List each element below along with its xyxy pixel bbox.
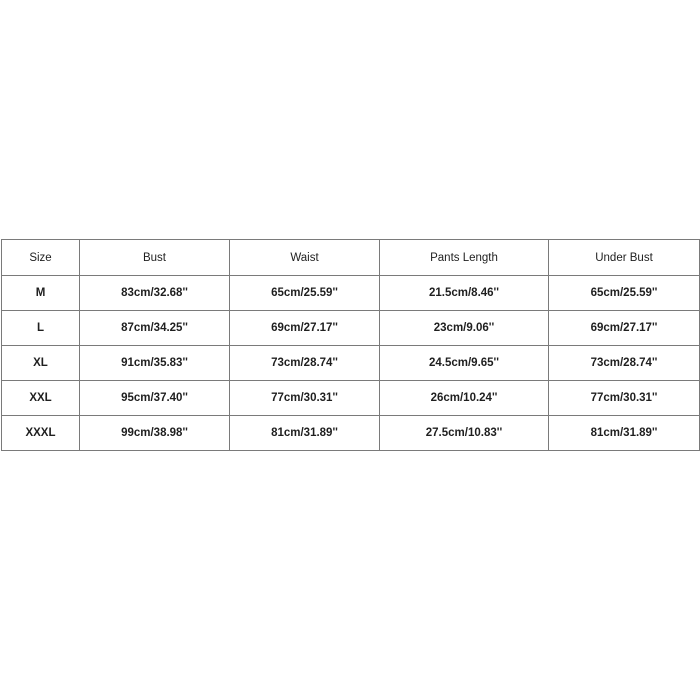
cell-size: XL [2, 346, 80, 381]
table-row [2, 311, 700, 346]
cell-pants-length: 26cm/10.24'' [380, 381, 549, 416]
cell-under-bust: 73cm/28.74'' [549, 346, 700, 381]
header-bust: Bust [80, 240, 230, 276]
cell-pants-length: 27.5cm/10.83'' [380, 416, 549, 451]
cell-waist: 69cm/27.17'' [230, 311, 380, 346]
cell-pants-length: 23cm/9.06'' [380, 311, 549, 346]
cell-bust: 83cm/32.68'' [80, 276, 230, 311]
cell-size: XXXL [2, 416, 80, 451]
header-under-bust: Under Bust [549, 240, 700, 276]
cell-size: XXL [2, 381, 80, 416]
table-row [2, 276, 700, 311]
table-body [2, 276, 700, 451]
cell-waist: 81cm/31.89'' [230, 416, 380, 451]
table-row [2, 381, 700, 416]
cell-pants-length: 21.5cm/8.46'' [380, 276, 549, 311]
cell-bust: 87cm/34.25'' [80, 311, 230, 346]
header-waist: Waist [230, 240, 380, 276]
table-row [2, 346, 700, 381]
cell-under-bust: 65cm/25.59'' [549, 276, 700, 311]
cell-bust: 99cm/38.98'' [80, 416, 230, 451]
size-chart-table [1, 239, 700, 451]
table-header [2, 240, 700, 276]
cell-size: M [2, 276, 80, 311]
table-row [2, 416, 700, 451]
cell-under-bust: 69cm/27.17'' [549, 311, 700, 346]
cell-under-bust: 77cm/30.31'' [549, 381, 700, 416]
cell-under-bust: 81cm/31.89'' [549, 416, 700, 451]
cell-waist: 65cm/25.59'' [230, 276, 380, 311]
header-row [2, 240, 700, 276]
cell-size: L [2, 311, 80, 346]
cell-waist: 77cm/30.31'' [230, 381, 380, 416]
cell-bust: 95cm/37.40'' [80, 381, 230, 416]
cell-pants-length: 24.5cm/9.65'' [380, 346, 549, 381]
header-size: Size [2, 240, 80, 276]
header-pants-length: Pants Length [380, 240, 549, 276]
cell-bust: 91cm/35.83'' [80, 346, 230, 381]
cell-waist: 73cm/28.74'' [230, 346, 380, 381]
